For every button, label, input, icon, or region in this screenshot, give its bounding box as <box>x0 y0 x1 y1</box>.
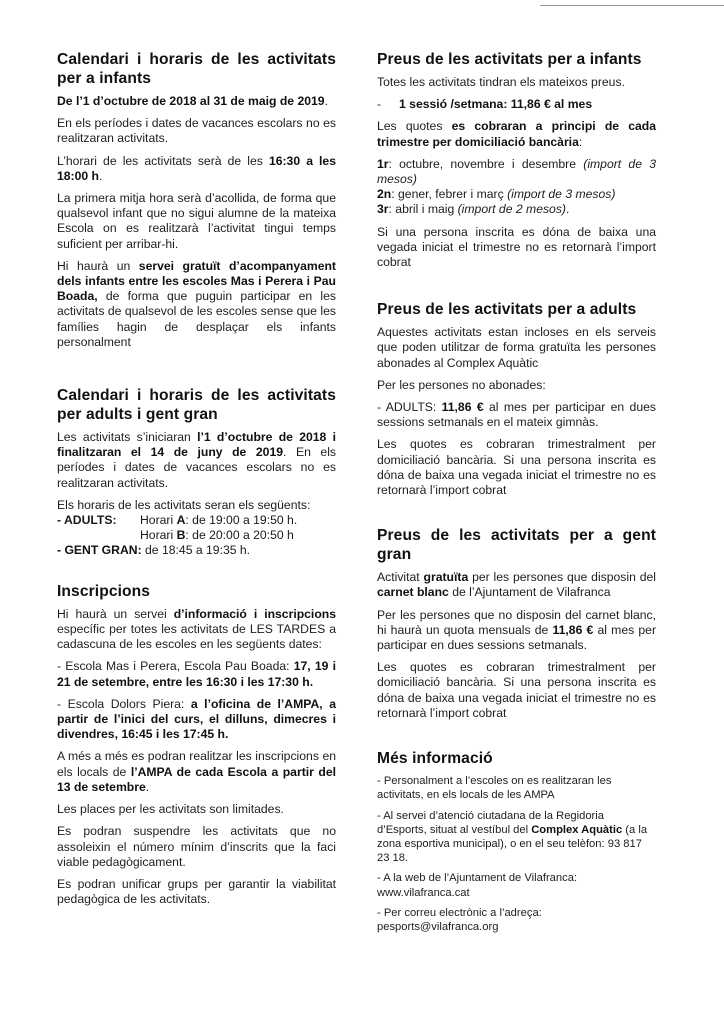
term-3: 3r: abril i maig (import de 2 mesos). <box>377 202 570 217</box>
section-title: Preus de les activitats per a gent gran <box>377 527 656 564</box>
ampa-note: A més a més es podran realitzar les inscripcions en els locals de l’AMPA de cada Escola a partir del 13 de setembre. <box>57 749 337 794</box>
section-title: Calendari i horaris de les activitats per a infants <box>57 51 336 87</box>
merge-groups-note: Es podran unificar grups per garantir la viabilitat pedagògica de les activitats. <box>57 876 336 907</box>
holiday-note: En els períodes i dates de vacances escolars no es realitzaran activitats. <box>57 116 336 146</box>
registration-item: - Escola Dolors Piera: a l’oficina de l’AMPA, a partir de l’inici del curs, el dilluns, dimecres i divendres, 16:45 i les 17:45 h. <box>57 696 336 742</box>
adults-label: - ADULTS: <box>57 512 117 527</box>
info-item-email: - Per correu electrònic a l’adreça: pesports@vilafranca.org <box>377 906 542 933</box>
places-note: Les places per les activitats son limitades. <box>57 802 284 817</box>
registration-service: Hi haurà un servei d’informació i inscripcions específic per totes les activitats de LES TARDES a cadascuna de les escoles en les següents dates: <box>57 606 336 652</box>
date-range: De l’1 d’octubre de 2018 al 31 de maig de 2019. <box>57 94 328 108</box>
section-title: Preus de les activitats per a infants <box>377 51 642 68</box>
info-item: - Al servei d’atenció ciutadana de la Regidoria d’Esports, situat al vestíbul del Complex Aquàtic (a la zona esportiva municipal), o en el seu telèfon: 93 817 23 18. <box>377 809 648 865</box>
left-column <box>57 50 336 914</box>
schedule-intro: Els horaris de les activitats seran els següents: <box>57 497 311 512</box>
included-note: Aquestes activitats estan incloses en els serveis que poden utilitzar de forma gratuïta les persones abonades al Complex Aquàtic <box>377 325 656 370</box>
suspend-note: Es podran suspendre les activitats que no assoleixin el número mínim d’inscrits que la faci viable pedagògicament. <box>57 824 336 869</box>
free-activity-note: Activitat gratuïta per les persones que disposin del carnet blanc de l’Ajuntament de Vilafranca <box>377 570 656 600</box>
section-title: Inscripcions <box>57 582 151 600</box>
monthly-fee-note: Per les persones que no disposin del carnet blanc, hi haurà un quota mensuals de 11,86 € al mes per participar en dues sessions setmanals. <box>377 607 656 653</box>
section-calendar-adults <box>57 386 336 558</box>
section-registration <box>57 582 336 907</box>
schedule-row-adults: - ADULTS: Horari A: de 19:00 a 19:50 h. <box>57 512 298 527</box>
section-title: Preus de les activitats per a adults <box>377 301 637 319</box>
welcome-note: La primera mitja hora serà d’acollida, de forma que qualsevol infant que no sigui alumne de la mateixa Escola on es realitzarà l’activitat tingui temps suficient per arribar-hi. <box>57 191 336 251</box>
session-price: - 1 sessió /setmana: 11,86 € al mes <box>377 97 593 112</box>
section-title: Calendari i horaris de les activitats per adults i gent gran <box>57 387 336 424</box>
schedule-row-adults-b: Horari B: de 20:00 a 20:50 h <box>140 527 294 542</box>
term-2: 2n: gener, febrer i març (import de 3 mesos) <box>377 187 616 202</box>
adults-price: - ADULTS: 11,86 € al mes per participar en dues sessions setmanals en el mateix gimnàs. <box>377 400 656 430</box>
escort-service-note: Hi haurà un servei gratuït d’acompanyament dels infants entre les escoles Mas i Perera i Pau Boada, de forma que puguin participar en les activitats de qualsevol de les escoles sense que les famílies hagin de desplaçar els infants personalment <box>57 258 336 349</box>
start-end-dates: Les activitats s’iniciaran l’1 d’octubre de 2018 i finalitzaran el 14 de juny de 2019. En els períodes i dates de vacances escolars no es realitzaran activitats. <box>57 430 337 490</box>
registration-item: - Escola Mas i Perera, Escola Pau Boada: 17, 19 i 21 de setembre, entre les 16:30 i les 17:30 h. <box>57 659 336 689</box>
section-more-info <box>377 749 656 934</box>
section-calendar-children <box>57 50 336 350</box>
section-title: Més informació <box>377 750 493 768</box>
same-price-note: Totes les activitats tindran els mateixos preus. <box>377 75 625 89</box>
billing-note: Les quotes es cobraran trimestralment per domiciliació bancària. Si una persona inscrita es dóna de baixa una vegada iniciat el trimestre no es retornarà l’import cobrat <box>377 437 656 498</box>
right-column <box>377 50 656 940</box>
schedule-row-seniors: - GENT GRAN: de 18:45 a 19:35 h. <box>57 542 251 557</box>
info-item: - Personalment a l’escoles on es realitzaran les activitats, en els locals de les AMPA <box>377 775 612 802</box>
billing-note: Les quotes es cobraran trimestralment per domiciliació bancària. Si una persona inscrita es dóna de baixa una vegada iniciat el trimestre no es retornarà l’import cobrat <box>377 660 656 720</box>
scan-top-edge-line <box>540 5 724 6</box>
info-item-web: - A la web de l’Ajuntament de Vilafranca: www.vilafranca.cat <box>377 872 578 899</box>
section-prices-adults <box>377 300 656 498</box>
billing-note: Les quotes es cobraran a principi de cada trimestre per domiciliació bancària: <box>377 119 657 149</box>
section-prices-seniors <box>377 526 656 721</box>
schedule-text: L’horari de les activitats serà de les 16:30 a les 18:00 h. <box>57 153 336 183</box>
non-members-label: Per les persones no abonades: <box>377 377 546 392</box>
schedule-list <box>57 498 336 558</box>
no-refund-note: Si una persona inscrita es dóna de baixa una vegada iniciat el trimestre no es retornarà l’import cobrat <box>377 224 656 270</box>
term-1: 1r: octubre, novembre i desembre (import de 3 mesos) <box>377 156 657 187</box>
section-prices-children <box>377 50 656 270</box>
